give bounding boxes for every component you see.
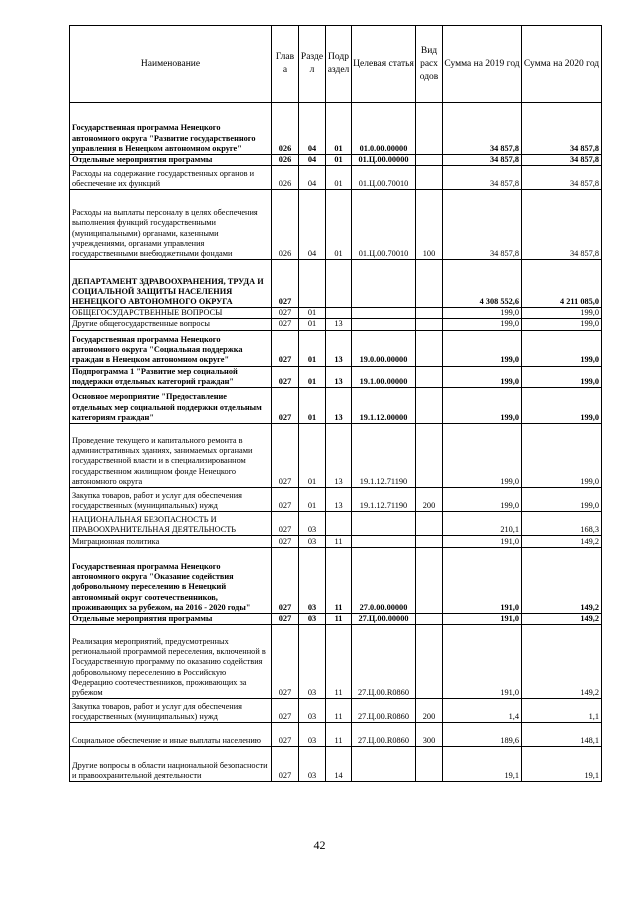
cell-name: Проведение текущего и капитального ремонта в административных зданиях, занимаемых органами государственной власти и в специализированном государственном жилищном фонде Ненецкого автономного округа [70,424,272,488]
cell-vid [416,330,443,366]
cell-sum-2019: 199,0 [443,319,522,330]
header-sum-2020: Сумма на 2020 год [522,26,602,103]
cell-vid [416,614,443,625]
cell-target: 01.Ц.00.00000 [352,155,416,166]
cell-podrazdel: 01 [326,166,352,190]
cell-target: 19.1.12.71190 [352,424,416,488]
cell-sum-2020: 149,2 [522,625,602,699]
cell-sum-2019: 191,0 [443,548,522,614]
cell-target [352,512,416,536]
cell-razdel: 01 [299,330,326,366]
cell-razdel: 03 [299,536,326,548]
cell-target [352,319,416,330]
cell-razdel: 04 [299,103,326,155]
table-row [70,103,602,155]
cell-target: 19.1.12.00000 [352,388,416,424]
cell-sum-2019: 191,0 [443,625,522,699]
cell-sum-2019: 199,0 [443,424,522,488]
cell-podrazdel: 13 [326,319,352,330]
table-row [70,548,602,614]
table-row [70,190,602,260]
cell-target: 01.Ц.00.70010 [352,190,416,260]
cell-podrazdel [326,512,352,536]
cell-target: 01.0.00.00000 [352,103,416,155]
cell-sum-2019: 19,1 [443,747,522,782]
cell-sum-2019: 199,0 [443,330,522,366]
cell-vid: 100 [416,190,443,260]
cell-sum-2019: 4 308 552,6 [443,260,522,308]
table-row [70,366,602,387]
cell-name: Закупка товаров, работ и услуг для обеспечения государственных (муниципальных) нужд [70,699,272,723]
cell-sum-2019: 199,0 [443,388,522,424]
cell-glava: 027 [272,424,299,488]
cell-sum-2020: 19,1 [522,747,602,782]
table-row [70,625,602,699]
cell-sum-2020: 199,0 [522,308,602,319]
cell-vid [416,625,443,699]
cell-name: Отдельные мероприятия программы [70,155,272,166]
cell-sum-2020: 199,0 [522,388,602,424]
cell-razdel: 03 [299,747,326,782]
cell-name: Основное мероприятие "Предоставление отдельных мер социальной поддержки отдельным категориям граждан" [70,388,272,424]
cell-sum-2020: 1,1 [522,699,602,723]
cell-name: Другие вопросы в области национальной безопасности и правоохранительной деятельности [70,747,272,782]
cell-vid [416,155,443,166]
cell-target: 27.Ц.00.R0860 [352,723,416,747]
table-row [70,308,602,319]
cell-glava: 026 [272,103,299,155]
cell-sum-2020: 149,2 [522,548,602,614]
cell-podrazdel: 13 [326,424,352,488]
cell-name: Подпрограмма 1 "Развитие мер социальной поддержки отдельных категорий граждан" [70,366,272,387]
cell-podrazdel: 13 [326,488,352,512]
cell-name: Отдельные мероприятия программы [70,614,272,625]
table-row [70,330,602,366]
cell-name: Расходы на содержание государственных органов и обеспечение их функций [70,166,272,190]
cell-glava: 027 [272,366,299,387]
header-razdel: Разде л [299,26,326,103]
cell-glava: 026 [272,166,299,190]
cell-target: 19.1.00.00000 [352,366,416,387]
cell-glava: 026 [272,190,299,260]
cell-sum-2020: 199,0 [522,319,602,330]
table-row [70,723,602,747]
header-podrazdel: Подр аздел [326,26,352,103]
table-row [70,260,602,308]
cell-vid [416,512,443,536]
table-row [70,424,602,488]
cell-vid [416,366,443,387]
cell-name: Государственная программа Ненецкого автономного округа "Оказание содействия добровольному переселению в Ненецкий автономный округ соотечественников, проживающих за рубежом, на 2016 - 2020 годы" [70,548,272,614]
cell-podrazdel: 11 [326,614,352,625]
cell-razdel: 04 [299,155,326,166]
table-row [70,536,602,548]
cell-glava: 027 [272,388,299,424]
cell-podrazdel: 01 [326,155,352,166]
cell-vid [416,388,443,424]
cell-vid [416,319,443,330]
cell-name: Социальное обеспечение и иные выплаты населению [70,723,272,747]
cell-target: 27.Ц.00.R0860 [352,699,416,723]
cell-razdel: 03 [299,548,326,614]
cell-vid [416,260,443,308]
cell-razdel: 03 [299,723,326,747]
cell-razdel: 01 [299,424,326,488]
cell-sum-2019: 34 857,8 [443,155,522,166]
cell-sum-2019: 34 857,8 [443,103,522,155]
cell-podrazdel: 13 [326,388,352,424]
table-row [70,512,602,536]
cell-glava: 027 [272,330,299,366]
cell-sum-2019: 189,6 [443,723,522,747]
cell-vid [416,103,443,155]
cell-podrazdel: 14 [326,747,352,782]
header-glava: Глав а [272,26,299,103]
cell-sum-2020: 34 857,8 [522,155,602,166]
cell-razdel: 03 [299,625,326,699]
cell-sum-2020: 199,0 [522,424,602,488]
page-number: 42 [313,838,326,852]
cell-target: 27.Ц.00.R0860 [352,625,416,699]
cell-razdel: 04 [299,190,326,260]
cell-podrazdel [326,260,352,308]
table-row [70,155,602,166]
cell-vid [416,747,443,782]
cell-glava: 027 [272,747,299,782]
cell-name: Закупка товаров, работ и услуг для обеспечения государственных (муниципальных) нужд [70,488,272,512]
cell-target [352,747,416,782]
cell-name: НАЦИОНАЛЬНАЯ БЕЗОПАСНОСТЬ И ПРАВООХРАНИТЕЛЬНАЯ ДЕЯТЕЛЬНОСТЬ [70,512,272,536]
cell-sum-2019: 1,4 [443,699,522,723]
table-row [70,319,602,330]
cell-podrazdel: 11 [326,548,352,614]
cell-glava: 026 [272,155,299,166]
cell-sum-2019: 34 857,8 [443,166,522,190]
cell-vid [416,536,443,548]
cell-sum-2019: 210,1 [443,512,522,536]
cell-glava: 027 [272,488,299,512]
cell-name: Миграционная политика [70,536,272,548]
table-header-row [70,26,602,103]
cell-vid [416,424,443,488]
cell-podrazdel [326,308,352,319]
cell-razdel [299,260,326,308]
cell-sum-2020: 34 857,8 [522,103,602,155]
cell-razdel: 01 [299,319,326,330]
cell-sum-2019: 191,0 [443,536,522,548]
cell-name: Реализация мероприятий, предусмотренных региональной программой переселения, включенной в Государственную программу по оказанию содействия добровольному переселению в Российскую Федерацию соотечественников, проживающих за рубежом [70,625,272,699]
table-row [70,747,602,782]
cell-sum-2019: 199,0 [443,308,522,319]
cell-target: 19.0.00.00000 [352,330,416,366]
cell-glava: 027 [272,625,299,699]
table-row [70,699,602,723]
cell-target: 27.Ц.00.00000 [352,614,416,625]
cell-target [352,260,416,308]
cell-sum-2020: 149,2 [522,536,602,548]
cell-glava: 027 [272,512,299,536]
header-target: Целевая статья [352,26,416,103]
cell-podrazdel: 11 [326,699,352,723]
budget-table [69,25,602,782]
cell-glava: 027 [272,699,299,723]
cell-vid [416,308,443,319]
cell-podrazdel: 01 [326,190,352,260]
cell-podrazdel: 13 [326,366,352,387]
cell-name: Государственная программа Ненецкого автономного округа "Развитие государственного управления в Ненецком автономном округе" [70,103,272,155]
cell-target: 01.Ц.00.70010 [352,166,416,190]
cell-target: 19.1.12.71190 [352,488,416,512]
cell-vid [416,166,443,190]
cell-target: 27.0.00.00000 [352,548,416,614]
cell-vid: 200 [416,699,443,723]
cell-glava: 027 [272,548,299,614]
cell-sum-2020: 148,1 [522,723,602,747]
cell-sum-2019: 34 857,8 [443,190,522,260]
cell-glava: 027 [272,308,299,319]
cell-sum-2020: 199,0 [522,330,602,366]
cell-sum-2020: 199,0 [522,366,602,387]
cell-glava: 027 [272,723,299,747]
cell-sum-2020: 34 857,8 [522,190,602,260]
cell-podrazdel: 11 [326,625,352,699]
cell-sum-2019: 199,0 [443,488,522,512]
cell-razdel: 03 [299,614,326,625]
cell-podrazdel: 01 [326,103,352,155]
cell-sum-2020: 168,3 [522,512,602,536]
cell-glava: 027 [272,536,299,548]
header-vid: Вид расх одов [416,26,443,103]
cell-razdel: 01 [299,488,326,512]
cell-sum-2019: 199,0 [443,366,522,387]
cell-name: ОБЩЕГОСУДАРСТВЕННЫЕ ВОПРОСЫ [70,308,272,319]
cell-name: ДЕПАРТАМЕНТ ЗДРАВООХРАНЕНИЯ, ТРУДА И СОЦИАЛЬНОЙ ЗАЩИТЫ НАСЕЛЕНИЯ НЕНЕЦКОГО АВТОНОМНОГО ОКРУГА [70,260,272,308]
cell-podrazdel: 13 [326,330,352,366]
cell-vid: 200 [416,488,443,512]
cell-podrazdel: 11 [326,536,352,548]
table-row [70,166,602,190]
cell-glava: 027 [272,614,299,625]
cell-razdel: 01 [299,366,326,387]
cell-target [352,308,416,319]
cell-vid: 300 [416,723,443,747]
cell-sum-2019: 191,0 [443,614,522,625]
cell-razdel: 04 [299,166,326,190]
cell-sum-2020: 149,2 [522,614,602,625]
table-row [70,488,602,512]
header-name: Наименование [70,26,272,103]
table-row [70,614,602,625]
cell-name: Государственная программа Ненецкого автономного округа "Социальная поддержка граждан в Ненецком автономном округе" [70,330,272,366]
header-sum-2019: Сумма на 2019 год [443,26,522,103]
cell-glava: 027 [272,260,299,308]
cell-sum-2020: 199,0 [522,488,602,512]
table-row [70,388,602,424]
cell-razdel: 01 [299,388,326,424]
cell-name: Расходы на выплаты персоналу в целях обеспечения выполнения функций государственными (муниципальными) органами, казенными учреждениями, органами управления государственными внебюджетными фондами [70,190,272,260]
cell-glava: 027 [272,319,299,330]
cell-razdel: 03 [299,512,326,536]
cell-sum-2020: 34 857,8 [522,166,602,190]
cell-sum-2020: 4 211 085,0 [522,260,602,308]
cell-target [352,536,416,548]
cell-razdel: 03 [299,699,326,723]
cell-name: Другие общегосударственные вопросы [70,319,272,330]
cell-podrazdel: 11 [326,723,352,747]
cell-razdel: 01 [299,308,326,319]
cell-vid [416,548,443,614]
